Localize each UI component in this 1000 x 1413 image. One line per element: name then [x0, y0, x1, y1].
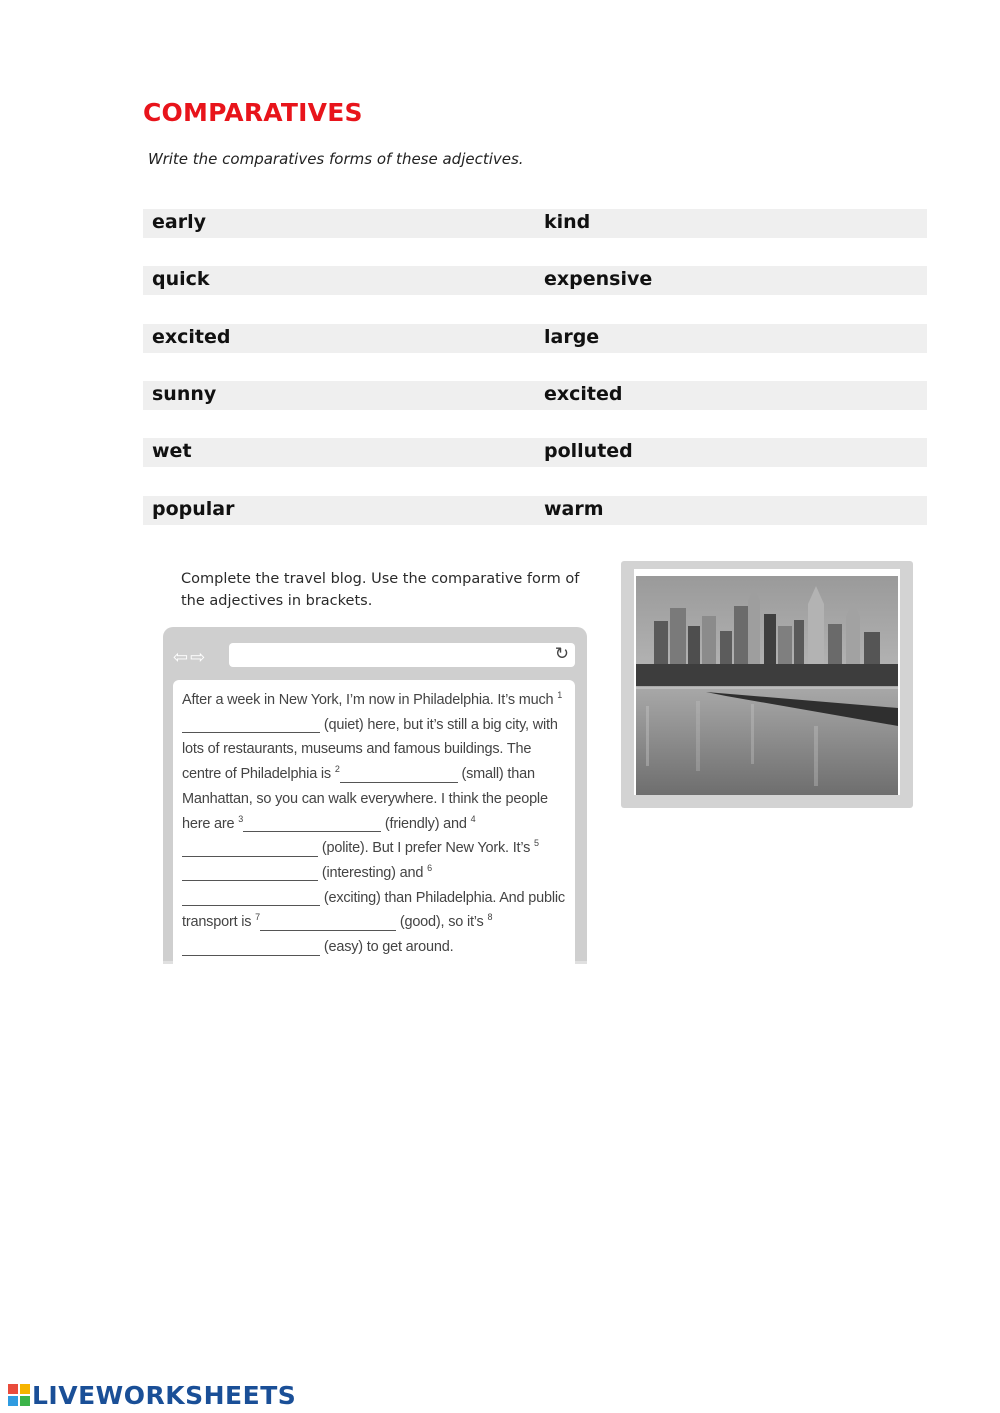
address-bar: [229, 643, 575, 667]
adjective-word: wet: [152, 440, 192, 462]
answer-input[interactable]: [273, 324, 513, 353]
answer-input[interactable]: [683, 381, 923, 410]
browser-window: [163, 627, 587, 964]
blank-number: 3: [238, 813, 244, 824]
blog-sentence: (quiet) here, but it’s still a big city, with lots of restaurants, museums and famous buildings. The centre of Philadelphia is: [182, 716, 558, 783]
blank-input[interactable]: [182, 716, 320, 733]
blank-input[interactable]: [182, 889, 320, 906]
blank-number: 6: [427, 863, 432, 874]
blank-input[interactable]: [340, 766, 458, 783]
adjective-word: excited: [544, 383, 623, 405]
answer-input[interactable]: [683, 266, 923, 295]
adjective-word: early: [152, 211, 206, 233]
adjective-word: polluted: [544, 440, 633, 462]
answer-input[interactable]: [273, 266, 513, 295]
blog-sentence: (small) than Manhattan, so you can walk everywhere. I think the people here are: [182, 766, 548, 832]
blank-input[interactable]: [260, 914, 396, 931]
blank-number: 4: [470, 813, 476, 824]
exercise-instruction: Complete the travel blog. Use the comparative form of the adjectives in brackets.: [181, 571, 580, 609]
adjective-row: [143, 209, 927, 238]
adjective-row: [143, 381, 927, 410]
blog-sentence: (easy) to get around.: [323, 939, 454, 956]
instruction-text: Write the comparatives forms of these adjectives.: [148, 150, 524, 168]
adjective-word: expensive: [544, 268, 653, 290]
answer-input[interactable]: [683, 496, 923, 525]
blog-text: [173, 680, 575, 964]
blank-number: 5: [534, 838, 539, 849]
adjective-row: [143, 266, 927, 295]
adjective-row: [143, 438, 927, 467]
adjective-word: quick: [152, 268, 210, 290]
blog-sentence: After a week in New York, I’m now in Philadelphia. It’s much: [182, 692, 554, 708]
answer-input[interactable]: [273, 209, 513, 238]
city-skyline-photo: [636, 576, 898, 795]
logo-text: LIVEWORKSHEETS: [32, 1381, 297, 1410]
logo-blocks-icon: [8, 1384, 30, 1406]
reload-icon: ↻: [554, 644, 569, 663]
blog-sentence: (interesting) and: [321, 864, 424, 881]
answer-input[interactable]: [683, 209, 923, 238]
answer-input[interactable]: [273, 438, 513, 467]
back-forward-arrows-icon: ⇦⇨: [173, 647, 208, 667]
adjective-word: large: [544, 326, 600, 348]
blank-number: 2: [334, 764, 340, 775]
blank-input[interactable]: [243, 815, 381, 832]
blank-number: 1: [557, 690, 563, 701]
blank-number: 7: [255, 912, 260, 923]
adjective-word: sunny: [152, 383, 217, 405]
adjective-word: kind: [544, 211, 591, 233]
answer-input[interactable]: [273, 381, 513, 410]
blank-input[interactable]: [182, 939, 320, 956]
answer-input[interactable]: [683, 438, 923, 467]
adjective-row: [143, 324, 927, 353]
adjective-word: popular: [152, 498, 235, 520]
blank-number: 8: [487, 912, 493, 923]
adjective-word: excited: [152, 326, 231, 348]
blog-sentence: (exciting) than Philadelphia. And public transport is: [182, 889, 565, 931]
photo-frame: [621, 561, 913, 808]
blank-input[interactable]: [182, 864, 318, 881]
page-title: COMPARATIVES: [143, 98, 363, 127]
blog-sentence: (polite). But I prefer New York. It’s: [321, 840, 531, 857]
answer-input[interactable]: [683, 324, 923, 353]
blank-input[interactable]: [182, 840, 318, 857]
blog-sentence: (friendly) and: [384, 815, 467, 832]
answer-input[interactable]: [273, 496, 513, 525]
adjective-row: [143, 496, 927, 525]
adjective-word: warm: [544, 498, 604, 520]
blog-sentence: (good), so it’s: [399, 914, 484, 931]
